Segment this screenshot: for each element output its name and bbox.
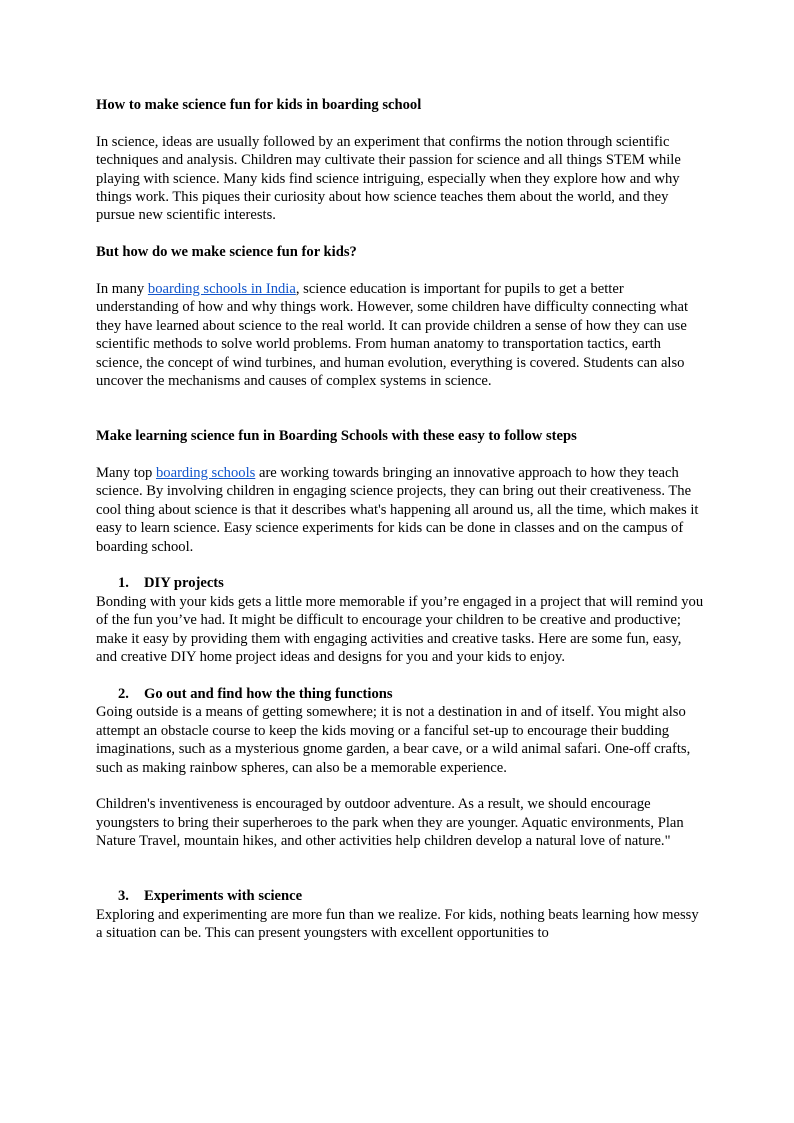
list-title-text: DIY projects [144,575,224,592]
document-title: How to make science fun for kids in boarding school [96,97,422,113]
list-number: 1. [118,575,129,592]
list-item-title [96,685,706,703]
list-title-text: Experiments with science [144,888,303,905]
spacer [96,667,706,685]
list-number: 2. [118,685,129,702]
text-run: Many top [96,465,156,482]
boarding-schools-india-link[interactable]: boarding schools in India [147,281,296,298]
document-page [96,96,706,943]
section-heading-fun: But how do we make science fun for kids? [96,244,357,261]
list-number: 3. [118,888,129,905]
list-item-title [96,887,706,905]
list-title-text: Go out and find how the thing functions [144,685,393,702]
boarding-schools-link[interactable]: boarding schools [156,465,256,482]
list-item-body: Children's inventiveness is encouraged by outdoor adventure. As a result, we should encourage youngsters to bring their superheroes to the park when they are younger. Aquatic environments, Plan Nature Travel, mountain hikes, and other activities help children develop a natural love of nature." [96,796,684,850]
spacer [96,851,706,888]
text-run: are working towards bringing an innovative approach to how they teach science. By involving children in engaging science projects, they can bring out their creativeness. The cool thing about science is that it describes what's happening all around us, all the time, which makes it easy to learn science. Easy science experiments for kids can be done in classes and on the campus of boarding school. [96,465,699,555]
list-item-body: Bonding with your kids gets a little more memorable if you’re engaged in a project that will remind you of the fun you’ve had. It might be difficult to encourage your children to be creative and productive; make it easy by providing them with engaging activities and creative tasks. Here are some fun, easy, and creative DIY home project ideas and designs for you and your kids to enjoy. [96,593,704,666]
section-paragraph-india [96,280,706,390]
spacer [96,556,706,574]
spacer [96,114,706,132]
spacer [96,225,706,243]
text-run: , science education is important for pupils to get a better understanding of how and why things work. However, some children have difficulty connecting what they have learned about science to the real world. It can provide children a sense of how they can use scientific methods to solve world problems. From human anatomy to transportation tactics, earth science, the concept of wind turbines, and human evolution, everything is covered. Students can also uncover the mechanisms and causes of complex systems in science. [96,281,689,390]
list-item-body: Exploring and experimenting are more fun than we realize. For kids, nothing beats learning how messy a situation can be. This can present youngsters with excellent opportunities to [96,906,699,942]
spacer [96,777,706,795]
section-paragraph-boarding [96,464,706,556]
intro-paragraph: In science, ideas are usually followed by an experiment that confirms the notion through scientific techniques and analysis. Children may cultivate their passion for science and all things STEM while playing with science. Many kids find science intriguing, especially when they explore how and why things work. This piques their curiosity about how science teaches them about the world, and they pursue new scientific interests. [96,133,681,224]
spacer [96,262,706,280]
spacer [96,390,706,427]
text-run: In many [96,281,148,298]
section-heading-steps: Make learning science fun in Boarding Schools with these easy to follow steps [96,428,577,445]
spacer [96,446,706,464]
list-item-title [96,574,706,592]
list-item-body: Going outside is a means of getting somewhere; it is not a destination in and of itself. You might also attempt an obstacle course to keep the kids moving or a fanciful set-up to encourage their budding imaginations, such as a mysterious gnome garden, a bear cave, or a wild animal safari. One-off crafts, such as making rainbow spheres, can also be a memorable experience. [96,704,691,776]
